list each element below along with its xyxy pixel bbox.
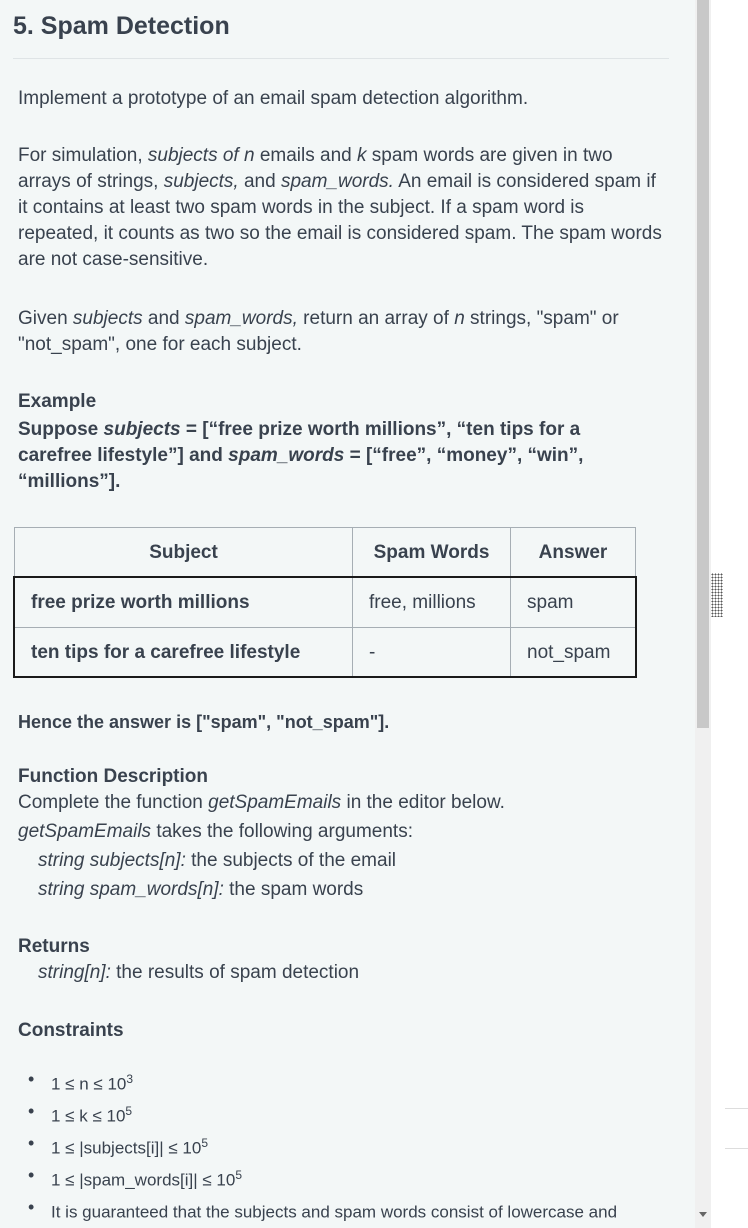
resize-grip-icon[interactable] <box>711 573 723 617</box>
example-heading: Example <box>18 391 97 412</box>
constraint-exponent: 5 <box>201 1136 209 1150</box>
example-part: = [“free”, “money”, “win”, “millions”]. <box>18 445 584 492</box>
table-row <box>15 578 636 628</box>
desc-term: subjects, <box>163 171 239 192</box>
problem-title: 5. Spam Detection <box>13 12 230 40</box>
header-subject: Subject <box>15 528 353 578</box>
list-item <box>18 1063 617 1095</box>
task-term: subjects <box>72 308 143 329</box>
cell-spam-words: - <box>353 628 511 678</box>
scroll-down-arrow-icon[interactable] <box>699 1212 707 1217</box>
constraint-text: It is guaranteed that the subjects and spam words consist of lowercase and <box>51 1202 618 1222</box>
function-desc-line2 <box>18 819 413 845</box>
fd-function-name: getSpamEmails <box>18 821 152 842</box>
example-text <box>18 417 638 495</box>
list-item <box>18 1095 617 1127</box>
returns-text <box>18 960 359 986</box>
table-row <box>15 628 636 678</box>
desc-text: spam words are given in two arrays of strings, <box>18 145 613 192</box>
returns-signature: string[n]: <box>38 962 111 983</box>
list-item <box>18 1127 617 1159</box>
scrollbar-thumb[interactable] <box>697 0 709 728</box>
task-term: n <box>454 308 465 329</box>
intro-text: Implement a prototype of an email spam detection algorithm. <box>18 88 529 109</box>
example-term: spam_words <box>228 445 345 466</box>
function-arg-2 <box>18 877 363 903</box>
header-answer: Answer <box>511 528 636 578</box>
cell-answer: not_spam <box>511 628 636 678</box>
arg-signature: string spam_words[n]: <box>38 879 224 900</box>
constraint-exponent: 5 <box>235 1168 243 1182</box>
task-text: return an array of <box>297 308 455 329</box>
hence-text: Hence the answer is ["spam", "not_spam"]. <box>18 712 390 732</box>
example-part: Suppose <box>18 419 104 440</box>
fd-text: Complete the function <box>18 792 209 813</box>
desc-text: An email is considered spam if it contains at least two spam words in the subject. If a spam word is repeated, it counts as two so the email is considered spam. The spam words are not case-sensitive. <box>18 171 662 270</box>
list-item <box>18 1159 617 1191</box>
arg-signature: string subjects[n]: <box>38 850 186 871</box>
example-term: subjects <box>103 419 181 440</box>
constraint-text: 1 ≤ k ≤ 10 <box>51 1106 126 1126</box>
task-text: Given <box>18 308 73 329</box>
constraint-text: 1 ≤ |subjects[i]| ≤ 10 <box>51 1138 202 1158</box>
arg-text: the subjects of the email <box>185 850 397 871</box>
function-desc-line1 <box>18 790 505 816</box>
cell-answer: spam <box>511 578 636 628</box>
fd-function-name: getSpamEmails <box>208 792 342 813</box>
desc-term: subjects of <box>147 145 239 166</box>
desc-term: n <box>243 145 255 166</box>
fd-text: takes the following arguments: <box>151 821 413 842</box>
task-text: and <box>142 308 185 329</box>
example-table <box>14 527 636 678</box>
constraint-text: 1 ≤ n ≤ 10 <box>51 1074 127 1094</box>
editor-divider <box>725 1108 748 1109</box>
returns-desc: the results of spam detection <box>110 962 360 983</box>
cell-subject: free prize worth millions <box>15 578 353 628</box>
header-spam-words: Spam Words <box>353 528 511 578</box>
constraint-text: 1 ≤ |spam_words[i]| ≤ 10 <box>51 1170 236 1190</box>
fd-text: in the editor below. <box>341 792 505 813</box>
example-part: = [“free prize worth millions”, “ten tips for a carefree lifestyle”] and <box>18 419 581 466</box>
function-desc-heading: Function Description <box>18 766 208 787</box>
arg-text: the spam words <box>223 879 364 900</box>
table-header-row <box>15 528 636 578</box>
vertical-scrollbar[interactable] <box>695 0 711 1228</box>
cell-spam-words: free, millions <box>353 578 511 628</box>
task-text: strings, "spam" or "not_spam", one for each subject. <box>18 308 619 355</box>
constraints-list <box>18 1063 617 1223</box>
returns-heading: Returns <box>18 936 90 957</box>
constraint-exponent: 5 <box>125 1104 133 1118</box>
desc-text: and <box>238 171 281 192</box>
list-item <box>18 1191 617 1223</box>
constraint-exponent: 3 <box>126 1072 134 1086</box>
desc-text: emails and <box>254 145 358 166</box>
cell-subject: ten tips for a carefree lifestyle <box>15 628 353 678</box>
task-paragraph <box>18 306 668 358</box>
editor-pane <box>711 0 748 1228</box>
task-term: spam_words, <box>184 308 298 329</box>
desc-term: k <box>357 145 367 166</box>
desc-text: For simulation, <box>18 145 148 166</box>
constraints-heading: Constraints <box>18 1020 124 1041</box>
editor-divider <box>725 1148 748 1149</box>
title-divider <box>13 58 669 59</box>
desc-term: spam_words. <box>280 171 394 192</box>
function-arg-1 <box>18 848 396 874</box>
description-paragraph <box>18 143 668 273</box>
